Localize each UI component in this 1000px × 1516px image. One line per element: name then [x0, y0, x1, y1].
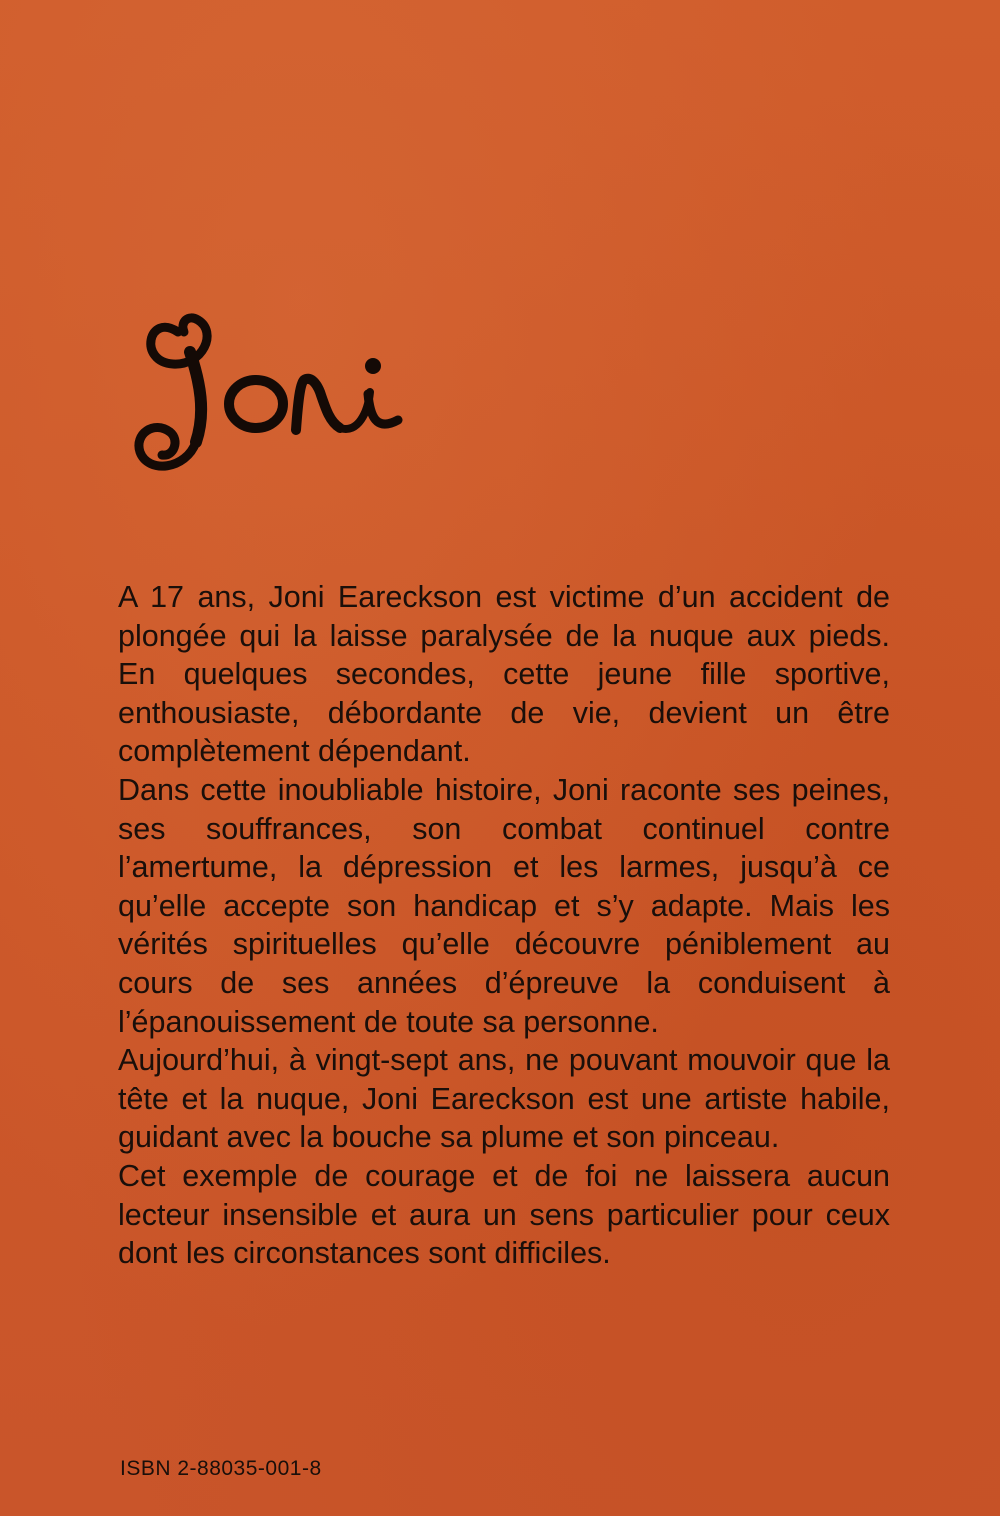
joni-script-logo [118, 292, 418, 492]
isbn-number: ISBN 2-88035-001-8 [120, 1457, 322, 1480]
title-logo [118, 292, 418, 492]
blurb-text [118, 578, 890, 1273]
blurb-paragraph-3: Aujourd’hui, à vingt-sept ans, ne pouvant mouvoir que la tête et la nuque, Joni Eareckson est une artiste habile, guidant avec la bouche sa plume et son pinceau. [118, 1043, 890, 1155]
blurb-paragraph-4: Cet exemple de courage et de foi ne laissera aucun lecteur insensible et aura un sens particulier pour ceux dont les circonstances sont difficiles. [118, 1158, 890, 1271]
blurb-paragraph-2: Dans cette inoubliable histoire, Joni raconte ses peines, ses souffrances, son combat continuel contre l’amertume, la dépression et les larmes, jusqu’à ce qu’elle accepte son handicap et s’y adapte. Mais les vérités spirituelles qu’elle découvre péniblement au cours de ses années d’épreuve la conduisent à l’épanouissement de toute sa personne. [118, 772, 890, 1039]
blurb-paragraph-1: A 17 ans, Joni Eareckson est victime d’un accident de plongée qui la laisse paralysée de la nuque aux pieds. En quelques secondes, cette jeune fille sportive, enthousiaste, débordante de vie, devient un être complètement dépendant. [118, 580, 890, 769]
